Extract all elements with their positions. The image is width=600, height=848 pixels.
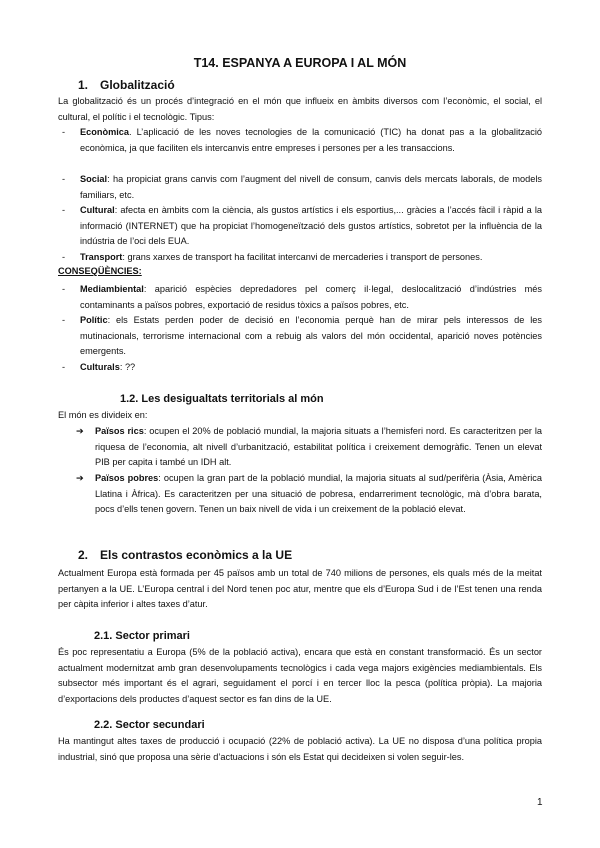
term: Transport: [80, 252, 123, 262]
separator: :: [119, 362, 125, 372]
arrow-icon: ➔: [76, 426, 84, 436]
section-1-heading: [78, 78, 175, 92]
separator: :: [143, 284, 155, 294]
section-2-text: Actualment Europa està formada per 45 països amb un total de 740 milions de persones, els quals més de la meitat pertanyen a la UE. L’Europa central i del Nord tenen poc atur, mentre que els d’Europa Sud i de l’Est tenen una renda per càpita inferior i altes taxes d’atur.: [58, 568, 542, 610]
bullet-dash: -: [62, 362, 66, 372]
section-2-2-heading: 2.2. Sector secundari: [94, 719, 205, 731]
term: Social: [80, 174, 108, 184]
item-text: ocupen el 20% de població mundial, la majoria situats a l’hemisferi nord. Es caracteritzen per la riquesa de l’economia, alt nivell d’urbanització, estabilitat política i creixement demogràfic. Tenen un elevat PIB per capita i també un IDH alt.: [95, 426, 543, 468]
term: Cultural: [80, 205, 115, 215]
section-1-title: Globalització: [100, 78, 175, 92]
item-text: grans xarxes de transport ha facilitat intercanvi de mercaderies i transport de persones.: [127, 252, 483, 262]
bullet-dash: -: [62, 127, 66, 137]
term: Països pobres: [95, 473, 159, 483]
section-2-2-text: Ha mantingut altes taxes de producció i ocupació (22% de població activa). La UE no disposa d’una política propia industrial, sinó que proposa una sèrie d’actuacions i són els Estat qui decideixen si volen seguir-les.: [58, 736, 542, 762]
separator: :: [143, 426, 150, 436]
item-text: ha propiciat grans canvis com l’augment del nivell de consum, canvis dels mercats laborals, de models familiars, etc.: [80, 174, 542, 200]
item-text: ocupen la gran part de la població mundial, la majoria situats al sud/perifèria (Àsia, Amèrica Llatina i Àfrica). Es caracteritzen per una situació de pobresa, endarreriment tecnològic, mà d’obra barata, pocs d’ells tenen govern. Tenen un baix nivell de vida i un creixement de la població elevat.: [95, 473, 542, 515]
list-item-transport: [62, 250, 542, 266]
separator: :: [114, 205, 121, 215]
list-item-social: [62, 172, 542, 203]
document-title: T14. ESPANYA A EUROPA I AL MÓN: [193, 56, 407, 70]
list-item-poor-countries: [76, 471, 542, 518]
section-1-number: 1.: [78, 78, 89, 92]
term: Països rics: [95, 426, 144, 436]
separator: :: [107, 174, 113, 184]
separator: .: [129, 127, 137, 137]
list-item-economica: [62, 125, 542, 156]
separator: :: [122, 252, 128, 262]
term: Mediambiental: [80, 284, 144, 294]
item-text: ??: [124, 362, 136, 372]
item-text: els Estats perden poder de decisió en l’economia perquè han de mirar pels interessos de les mutinacionals, terrorisme internacional com a rebuig als valors del món occidental, aparició noves potències emergents.: [80, 315, 542, 357]
section-2-title: Els contrastos econòmics a la UE: [100, 548, 293, 562]
list-item-rich-countries: [76, 424, 543, 471]
section-2-number: 2.: [78, 548, 89, 562]
item-text: aparició espècies depredadores pel comerç il·legal, deslocalització d’indústries més contaminants a països pobres, exportació de residus tòxics a països pobres, etc.: [80, 284, 542, 310]
section-2-1-text: És poc representatiu a Europa (5% de la població activa), encara que està en constant transformació. És un sector actualment modernitzat amb gran desenvolupaments tecnològics i cada vega majors exigències mediambientals. Els subsector més important és el agrari, seguidament el porcí i en tercer lloc la pesca (política pròpia). La majoria d’exportacions dels productes d’aquest sector es fan dins de la UE.: [58, 647, 542, 704]
consequences-label: CONSEQÜÈNCIES:: [58, 266, 142, 276]
term: Culturals: [80, 362, 120, 372]
term: Econòmica: [80, 127, 130, 137]
section-1-2-intro: El món es divideix en:: [58, 410, 148, 420]
list-item-cultural: [62, 203, 542, 250]
list-item-mediambiental: [62, 282, 542, 313]
section-1-2-heading: 1.2. Les desigualtats territorials al món: [120, 393, 324, 405]
bullet-dash: -: [62, 315, 66, 325]
list-item-culturals: [62, 360, 542, 376]
page-number: 1: [537, 797, 543, 808]
list-item-politic: [62, 313, 542, 360]
arrow-icon: ➔: [76, 473, 84, 483]
bullet-dash: -: [62, 284, 66, 294]
item-text: afecta en àmbits com la ciència, als gustos artístics i els esportius,... gràcies a l’accés fàcil i ràpid a la informació (INTERNET) que ha propiciat l’homogeneïtzació dels gustos artístics, sobretot per la influència de la indústria de l’oci dels EUA.: [80, 205, 542, 247]
bullet-dash: -: [62, 205, 66, 215]
bullet-dash: -: [62, 174, 66, 184]
section-1-intro: La globalització és un procés d’integració en el món que influeix en àmbits diversos com l’econòmic, el social, el cultural, el polític i el tecnològic. Tipus:: [58, 96, 542, 122]
section-2-heading: [78, 548, 292, 562]
bullet-dash: -: [62, 252, 66, 262]
separator: :: [107, 315, 116, 325]
item-text: L’aplicació de les noves tecnologies de la comunicació (TIC) ha donat pas a la globalització econòmica, ja que faciliten els intercanvis entre empreses i persones per a les transaccions.: [80, 127, 542, 153]
term: Polític: [80, 315, 108, 325]
section-2-1-heading: 2.1. Sector primari: [94, 630, 190, 642]
separator: :: [158, 473, 164, 483]
